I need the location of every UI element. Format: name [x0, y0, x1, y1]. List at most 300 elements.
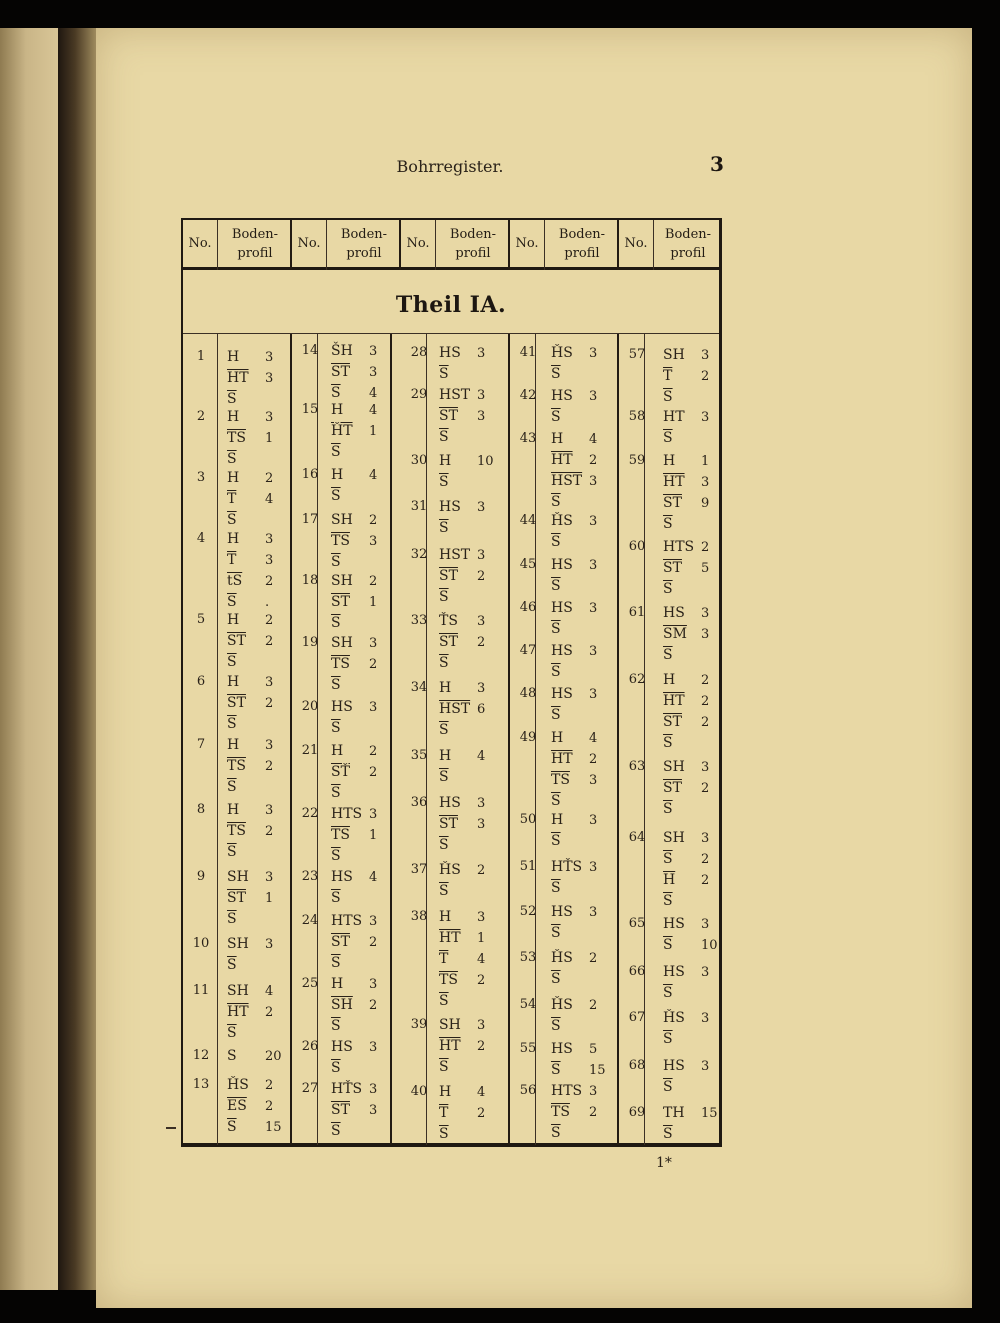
layer-depth: 1 [265, 891, 274, 906]
layer-code: SH [663, 759, 685, 775]
layer-code: $\overline{TS}$ [551, 772, 570, 788]
profile-layer [227, 800, 274, 821]
header-profile-3: Boden- profil [449, 226, 497, 261]
entry-number: 34 [410, 680, 428, 695]
layer-depth: 3 [589, 346, 598, 361]
profile-layer [227, 756, 274, 777]
layer-code: $\overline{ES}$ [227, 1098, 247, 1114]
profile-layer [663, 1029, 697, 1050]
layer-depth: 2 [369, 998, 378, 1013]
profile-layer [663, 407, 710, 428]
profile-layer [663, 645, 697, 666]
layer-depth: 2 [265, 824, 274, 839]
entry-number: 22 [301, 806, 319, 821]
layer-code: $\overline{S}$ [439, 429, 449, 445]
profile-layer [227, 368, 274, 389]
header-divider [290, 220, 292, 270]
layer-code: $\overline{S}$ [331, 554, 341, 570]
layer-depth: 3 [477, 548, 486, 563]
borehole-register-table [181, 218, 722, 1147]
layer-code: $\overline{S}$ [227, 512, 237, 528]
layer-code: $\overline{ST}$ [663, 780, 682, 796]
entry-number: 35 [410, 748, 428, 763]
entry-number: 19 [301, 635, 319, 650]
soil-profile [663, 962, 710, 1004]
entry-number: 36 [410, 795, 428, 810]
header-divider [326, 220, 327, 270]
layer-code: H [227, 470, 240, 486]
profile-layer [227, 1096, 274, 1117]
profile-layer [439, 970, 486, 991]
layer-depth: 6 [477, 702, 486, 717]
profile-layer [663, 387, 697, 408]
layer-depth: 3 [369, 365, 378, 380]
layer-code: ȞS [227, 1077, 249, 1093]
soil-profile [227, 934, 274, 976]
layer-code: HS [551, 388, 573, 404]
header-no-4: No. [515, 236, 539, 251]
layer-depth: 1 [369, 424, 378, 439]
entry-number: 9 [196, 869, 206, 884]
profile-layer [663, 691, 710, 712]
soil-profile [227, 800, 274, 863]
soil-profile [227, 407, 274, 470]
profile-layer [331, 867, 378, 888]
layer-code: TH [663, 1105, 685, 1121]
profile-layer [331, 613, 365, 634]
profile-layer [663, 914, 710, 935]
layer-code: $\overline{TS}$ [331, 656, 350, 672]
layer-code: $\overline{S}$ [663, 430, 673, 446]
entry-number: 58 [628, 409, 646, 424]
entry-number: 14 [301, 343, 319, 358]
layer-code: $\overline{ST}$ [439, 408, 458, 424]
profile-layer [227, 934, 274, 955]
profile-layer [227, 672, 274, 693]
layer-code: HTS [331, 806, 363, 822]
profile-layer [663, 757, 710, 778]
profile-layer [439, 1103, 486, 1124]
soil-profile [227, 981, 274, 1044]
layer-code: $\overline{TS}$ [331, 827, 350, 843]
layer-code: $\overline{S}$ [227, 957, 237, 973]
layer-code: SH [227, 983, 249, 999]
soil-profile [551, 598, 598, 640]
profile-layer [439, 451, 494, 472]
profile-layer [551, 407, 585, 428]
layer-code: H [551, 812, 564, 828]
profile-layer [439, 497, 486, 518]
layer-depth: 2 [589, 752, 598, 767]
profile-layer [663, 962, 710, 983]
layer-code: $\overline{S}$ [551, 925, 561, 941]
header-no-3: No. [406, 236, 430, 251]
layer-depth: 2 [701, 673, 710, 688]
profile-layer [227, 842, 261, 863]
entry-number: 57 [628, 347, 646, 362]
profile-layer [551, 923, 585, 944]
profile-layer [551, 1081, 598, 1102]
layer-code: $\overline{S}$ [439, 837, 449, 853]
profile-layer [331, 846, 365, 867]
soil-profile [663, 407, 710, 449]
soil-profile [439, 860, 486, 902]
profile-layer [439, 1124, 473, 1145]
soil-profile [551, 948, 598, 990]
layer-code: $\overline{S}$ [663, 581, 673, 597]
profile-layer [663, 828, 710, 849]
entry-number: 62 [628, 672, 646, 687]
layer-depth: 3 [369, 914, 378, 929]
profile-layer [439, 1082, 486, 1103]
layer-code: $\overline{S}$ [551, 833, 561, 849]
profile-layer [663, 935, 718, 956]
layer-depth: 3 [369, 1040, 378, 1055]
layer-code: $\overline{S}$ [331, 848, 341, 864]
soil-profile [551, 511, 598, 553]
layer-code: ȞS [551, 997, 573, 1013]
entry-number: 37 [410, 862, 428, 877]
profile-layer [551, 831, 585, 852]
layer-depth: 3 [265, 350, 274, 365]
soil-profile [663, 1056, 710, 1098]
profile-layer [663, 428, 697, 449]
entry-number: 44 [519, 513, 537, 528]
soil-profile [551, 995, 598, 1037]
layer-code: HTS [551, 1083, 583, 1099]
layer-code: $\overline{HT}$ [227, 370, 249, 386]
layer-code: $\overline{S}$ [227, 911, 237, 927]
entry-number: 49 [519, 730, 537, 745]
profile-layer [439, 611, 486, 632]
profile-layer [551, 684, 598, 705]
layer-code: HS [331, 869, 353, 885]
profile-layer [551, 662, 585, 683]
entry-number: 18 [301, 573, 319, 588]
profile-layer [663, 891, 697, 912]
soil-profile [551, 555, 598, 597]
entry-number: 33 [410, 613, 428, 628]
layer-depth: 3 [701, 410, 710, 425]
profile-layer [227, 449, 261, 470]
layer-depth: 4 [265, 492, 274, 507]
soil-profile [663, 537, 710, 600]
profile-layer [663, 603, 710, 624]
layer-code: H [227, 802, 240, 818]
profile-layer [551, 1039, 598, 1060]
profile-layer [439, 1036, 486, 1057]
layer-depth: 20 [265, 1049, 282, 1064]
soil-profile [331, 741, 378, 804]
layer-code: ȞS [551, 513, 573, 529]
layer-depth: 15 [265, 1120, 282, 1135]
entry-number: 46 [519, 600, 537, 615]
layer-depth: 3 [589, 687, 598, 702]
layer-code: SH [663, 347, 685, 363]
layer-code: HS [551, 904, 573, 920]
profile-layer [439, 653, 473, 674]
profile-layer [439, 678, 486, 699]
layer-depth: 5 [701, 561, 710, 576]
layer-depth: 3 [701, 760, 710, 775]
layer-depth: 9 [701, 496, 710, 511]
layer-depth: 2 [589, 998, 598, 1013]
entry-number: 29 [410, 387, 428, 402]
layer-code: $\overline{HT}$ [663, 474, 685, 490]
entry-number: 2 [196, 409, 206, 424]
layer-depth: 3 [701, 606, 710, 621]
layer-code: H [439, 1084, 452, 1100]
layer-depth: 4 [369, 403, 378, 418]
profile-layer [227, 735, 274, 756]
entry-number: 60 [628, 539, 646, 554]
layer-depth: 3 [701, 475, 710, 490]
layer-code: $\overline{S}$ [551, 494, 561, 510]
profile-layer [227, 1117, 282, 1138]
profile-layer [551, 343, 598, 364]
layer-depth: 10 [701, 938, 718, 953]
layer-code: H [663, 453, 676, 469]
entry-number: 42 [519, 388, 537, 403]
layer-depth: 2 [701, 852, 710, 867]
layer-depth: . [265, 595, 270, 610]
profile-layer [551, 364, 585, 385]
profile-layer [331, 592, 378, 613]
profile-layer [331, 1079, 378, 1100]
profile-layer [439, 860, 486, 881]
profile-layer [439, 472, 473, 493]
soil-profile [439, 451, 494, 493]
layer-depth: 2 [589, 951, 598, 966]
layer-code: $\overline{S}$ [227, 1119, 237, 1135]
layer-depth: 3 [477, 796, 486, 811]
soil-profile [331, 804, 378, 867]
layer-depth: 10 [477, 454, 494, 469]
soil-profile [227, 867, 274, 930]
profile-layer [331, 675, 365, 696]
profile-layer [439, 632, 486, 653]
soil-profile [663, 1008, 710, 1050]
entry-number: 21 [301, 743, 319, 758]
layer-code: $\overline{S}$ [439, 589, 449, 605]
profile-layer [331, 465, 378, 486]
profile-layer [663, 799, 697, 820]
profile-layer [439, 587, 473, 608]
profile-layer [551, 705, 585, 726]
layer-depth: 3 [589, 773, 598, 788]
soil-profile [331, 465, 378, 507]
profile-layer [663, 624, 710, 645]
layer-code: $\overline{ST}$ [663, 560, 682, 576]
profile-layer [551, 429, 598, 450]
layer-code: $\overline{TS}$ [331, 533, 350, 549]
entry-number: 28 [410, 345, 428, 360]
layer-depth: 3 [369, 977, 378, 992]
profile-layer [331, 804, 378, 825]
layer-code: $\overline{S}$ [663, 735, 673, 751]
soil-profile [439, 343, 486, 385]
layer-code: $\overline{S}$ [551, 578, 561, 594]
profile-layer [439, 949, 486, 970]
layer-code: HS [663, 1058, 685, 1074]
profile-layer [331, 741, 378, 762]
profile-layer [663, 670, 710, 691]
soil-profile [551, 641, 598, 683]
layer-code: $\overline{S}$ [551, 707, 561, 723]
profile-layer [331, 571, 378, 592]
profile-layer [439, 545, 486, 566]
profile-layer [551, 555, 598, 576]
layer-code: HS [439, 345, 461, 361]
soil-profile [439, 385, 486, 448]
entry-number: 6 [196, 674, 206, 689]
layer-code: SH [227, 936, 249, 952]
layer-code: $\overline{TS}$ [227, 823, 246, 839]
profile-layer [331, 762, 378, 783]
soil-profile [331, 400, 378, 463]
layer-depth: 2 [265, 696, 274, 711]
layer-depth: 3 [589, 813, 598, 828]
layer-code: SH [439, 1017, 461, 1033]
profile-layer [439, 406, 486, 427]
profile-layer [331, 510, 378, 531]
header-divider [217, 220, 218, 270]
profile-layer [663, 579, 697, 600]
header-divider [544, 220, 545, 270]
layer-code: HS [331, 699, 353, 715]
layer-code: $\overline{S}$ [331, 385, 341, 401]
layer-code: $\overline{S}$ [551, 880, 561, 896]
soil-profile [227, 1046, 282, 1067]
layer-depth: 15 [701, 1106, 718, 1121]
layer-code: $\overline{ȞT}$ [331, 423, 353, 439]
section-title: Theil IA. [395, 292, 507, 318]
layer-depth: 4 [589, 432, 598, 447]
profile-layer [331, 888, 365, 909]
layer-depth: 2 [701, 540, 710, 555]
profile-layer [439, 767, 473, 788]
layer-depth: 4 [369, 386, 378, 401]
layer-code: H [439, 680, 452, 696]
profile-layer [331, 531, 378, 552]
layer-code: $\overline{HT}$ [551, 452, 573, 468]
profile-layer [551, 1060, 606, 1081]
layer-code: $\overline{S}$ [331, 720, 341, 736]
soil-profile [331, 510, 378, 573]
layer-depth: 2 [265, 759, 274, 774]
layer-code: $\overline{S}$ [227, 391, 237, 407]
profile-layer [227, 981, 274, 1002]
layer-code: H [439, 909, 452, 925]
profile-layer [331, 633, 378, 654]
soil-profile [331, 697, 378, 739]
layer-code: $\overline{S}$ [439, 520, 449, 536]
layer-code: $\overline{S}$ [663, 1079, 673, 1095]
profile-layer [439, 343, 486, 364]
layer-code: $\overline{ST}$ [439, 816, 458, 832]
layer-code: $\overline{T}$ [227, 552, 237, 568]
soil-profile [663, 1103, 718, 1145]
layer-depth: 4 [369, 870, 378, 885]
entry-number: 20 [301, 699, 319, 714]
facing-page-edge [0, 28, 58, 1290]
profile-layer [227, 571, 274, 592]
layer-code: HS [551, 686, 573, 702]
layer-code: SH [331, 635, 353, 651]
profile-layer [551, 749, 598, 770]
layer-depth: 2 [477, 1039, 486, 1054]
layer-depth: 3 [701, 965, 710, 980]
profile-layer [331, 1058, 365, 1079]
layer-depth: 1 [701, 454, 710, 469]
layer-code: $\overline{ST}$ [663, 714, 682, 730]
profile-layer [227, 652, 261, 673]
layer-depth: 3 [477, 614, 486, 629]
margin-mark [166, 1127, 176, 1129]
profile-layer [663, 870, 710, 891]
layer-depth: 4 [369, 468, 378, 483]
profile-layer [331, 911, 378, 932]
header-no-2: No. [297, 236, 321, 251]
layer-code: H [227, 531, 240, 547]
layer-depth: 3 [369, 1082, 378, 1097]
soil-profile [227, 529, 274, 613]
profile-layer [663, 849, 710, 870]
layer-code: $\overline{S}$ [227, 654, 237, 670]
profile-layer [227, 1075, 274, 1096]
layer-code: SH [227, 869, 249, 885]
entry-number: 11 [192, 983, 210, 998]
profile-layer [439, 518, 473, 539]
profile-layer [227, 529, 274, 550]
layer-depth: 3 [589, 1084, 598, 1099]
profile-layer [663, 1103, 718, 1124]
profile-layer [331, 718, 365, 739]
profile-layer [439, 566, 486, 587]
header-profile-2: Boden- profil [340, 226, 388, 261]
layer-code: $\overline{S}$ [439, 722, 449, 738]
soil-profile [663, 914, 718, 956]
layer-depth: 3 [265, 803, 274, 818]
entry-number: 54 [519, 997, 537, 1012]
entry-number: 12 [192, 1048, 210, 1063]
entry-number: 53 [519, 950, 537, 965]
layer-code: ŤS [439, 613, 458, 629]
layer-depth: 2 [265, 613, 274, 628]
layer-code: $\overline{S}$ [551, 793, 561, 809]
profile-layer [331, 783, 365, 804]
entry-number: 3 [196, 470, 206, 485]
layer-code: HST [439, 547, 471, 563]
profile-layer [227, 777, 261, 798]
soil-profile [439, 1015, 486, 1078]
layer-code: H [331, 467, 344, 483]
layer-code: H [331, 743, 344, 759]
layer-code: $\overline{S}$ [331, 1060, 341, 1076]
layer-depth: 2 [701, 369, 710, 384]
entry-number: 16 [301, 467, 319, 482]
profile-layer [331, 697, 378, 718]
soil-profile [663, 670, 710, 754]
soil-profile [663, 603, 710, 666]
soil-profile [663, 451, 710, 535]
profile-layer [551, 810, 598, 831]
profile-layer [551, 770, 598, 791]
profile-layer [551, 511, 598, 532]
layer-code: $\overline{S}$ [551, 1018, 561, 1034]
layer-code: H [227, 674, 240, 690]
layer-code: HS [551, 557, 573, 573]
